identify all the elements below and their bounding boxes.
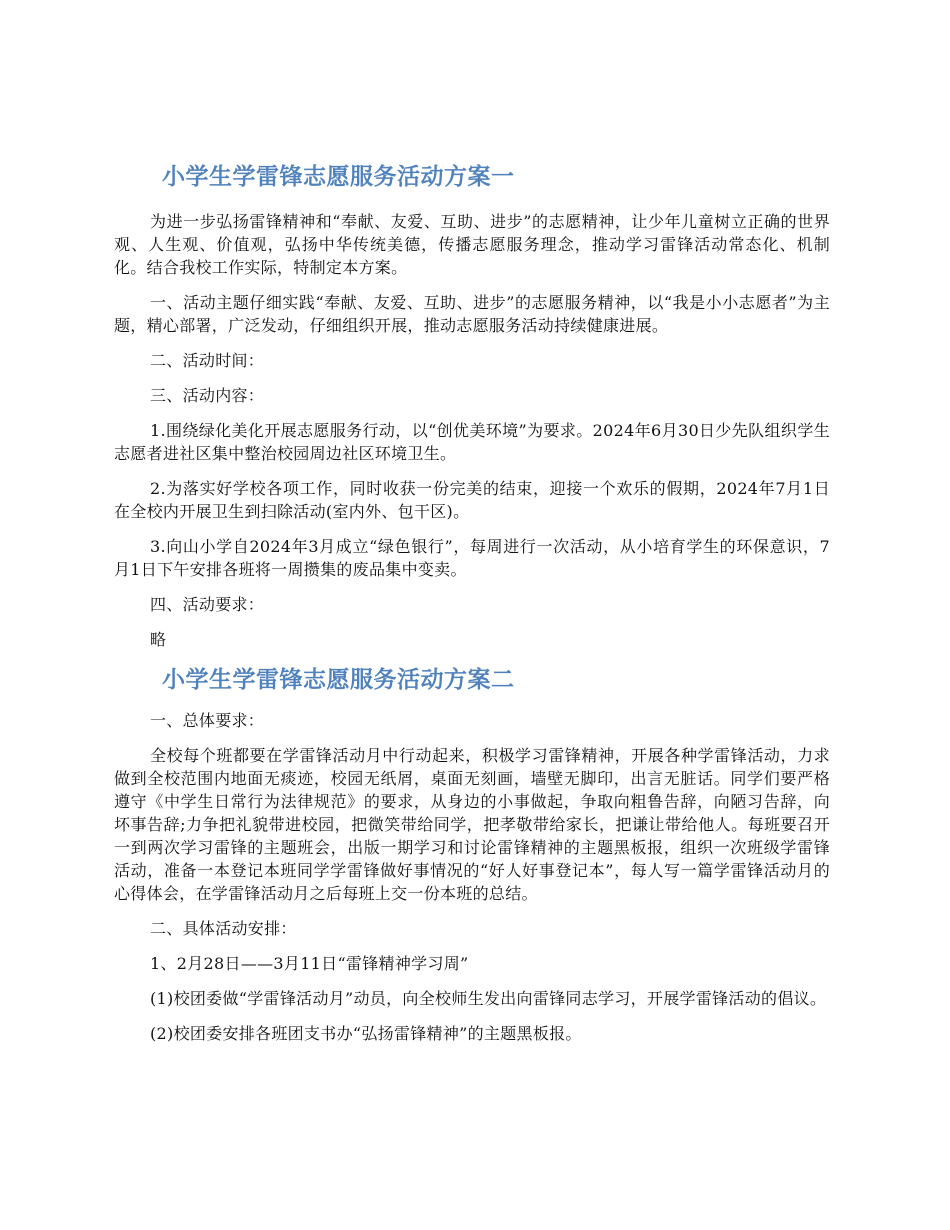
- section-title-1: 小学生学雷锋志愿服务活动方案一: [162, 164, 515, 190]
- paragraph: 为进一步弘扬雷锋精神和“奉献、友爱、互助、进步”的志愿精神，让少年儿童树立正确的世界观、人生观、价值观，弘扬中华传统美德，传播志愿服务理念，推动学习雷锋活动常态化、机制化。结合我校工作实际，特制定本方案。: [114, 212, 830, 277]
- paragraph: 四、活动要求：: [150, 595, 265, 614]
- paragraph: 1.围绕绿化美化开展志愿服务行动，以“创优美环境”为要求。2024年6月30日少先队组织学生志愿者进社区集中整治校园周边社区环境卫生。: [114, 421, 830, 463]
- document-body: [114, 160, 830, 1057]
- paragraph: (2)校团委安排各班团支书办“弘扬雷锋精神”的主题黑板报。: [150, 1024, 582, 1043]
- paragraph: 一、活动主题仔细实践“奉献、友爱、互助、进步”的志愿服务精神，以“我是小小志愿者”为主题，精心部署，广泛发动，仔细组织开展，推动志愿服务活动持续健康进展。: [114, 293, 830, 335]
- paragraph: (1)校团委做“学雷锋活动月”动员，向全校师生发出向雷锋同志学习，开展学雷锋活动的倡议。: [150, 989, 827, 1008]
- section-title-2: 小学生学雷锋志愿服务活动方案二: [162, 667, 515, 693]
- paragraph: 三、活动内容：: [150, 386, 265, 405]
- paragraph: 3.向山小学自2024年3月成立“绿色银行”，每周进行一次活动，从小培育学生的环保意识，7月1日下午安排各班将一周攒集的废品集中变卖。: [114, 537, 830, 579]
- paragraph: 二、活动时间：: [150, 351, 265, 370]
- paragraph: 一、总体要求：: [150, 711, 265, 730]
- paragraph: 二、具体活动安排：: [150, 919, 297, 938]
- paragraph: 1、2月28日——3月11日“雷锋精神学习周”: [150, 954, 469, 973]
- paragraph: 全校每个班都要在学雷锋活动月中行动起来，积极学习雷锋精神，开展各种学雷锋活动，力求做到全校范围内地面无痰迹，校园无纸屑，桌面无刻画，墙壁无脚印，出言无脏话。同学们要严格遵守《中学生日常行为法律规范》的要求，从身边的小事做起，争取向粗鲁告辞，向陋习告辞，向坏事告辞;力争把礼貌带进校园，把微笑带给同学，把孝敬带给家长，把谦让带给他人。每班要召开一到两次学习雷锋的主题班会，出版一期学习和讨论雷锋精神的主题黑板报，组织一次班级学雷锋活动，准备一本登记本班同学学雷锋做好事情况的“好人好事登记本”，每人写一篇学雷锋活动月的心得体会，在学雷锋活动月之后每班上交一份本班的总结。: [114, 746, 830, 903]
- paragraph: 略: [150, 630, 167, 649]
- paragraph: 2.为落实好学校各项工作，同时收获一份完美的结束，迎接一个欢乐的假期，2024年7月1日在全校内开展卫生到扫除活动(室内外、包干区)。: [114, 479, 830, 521]
